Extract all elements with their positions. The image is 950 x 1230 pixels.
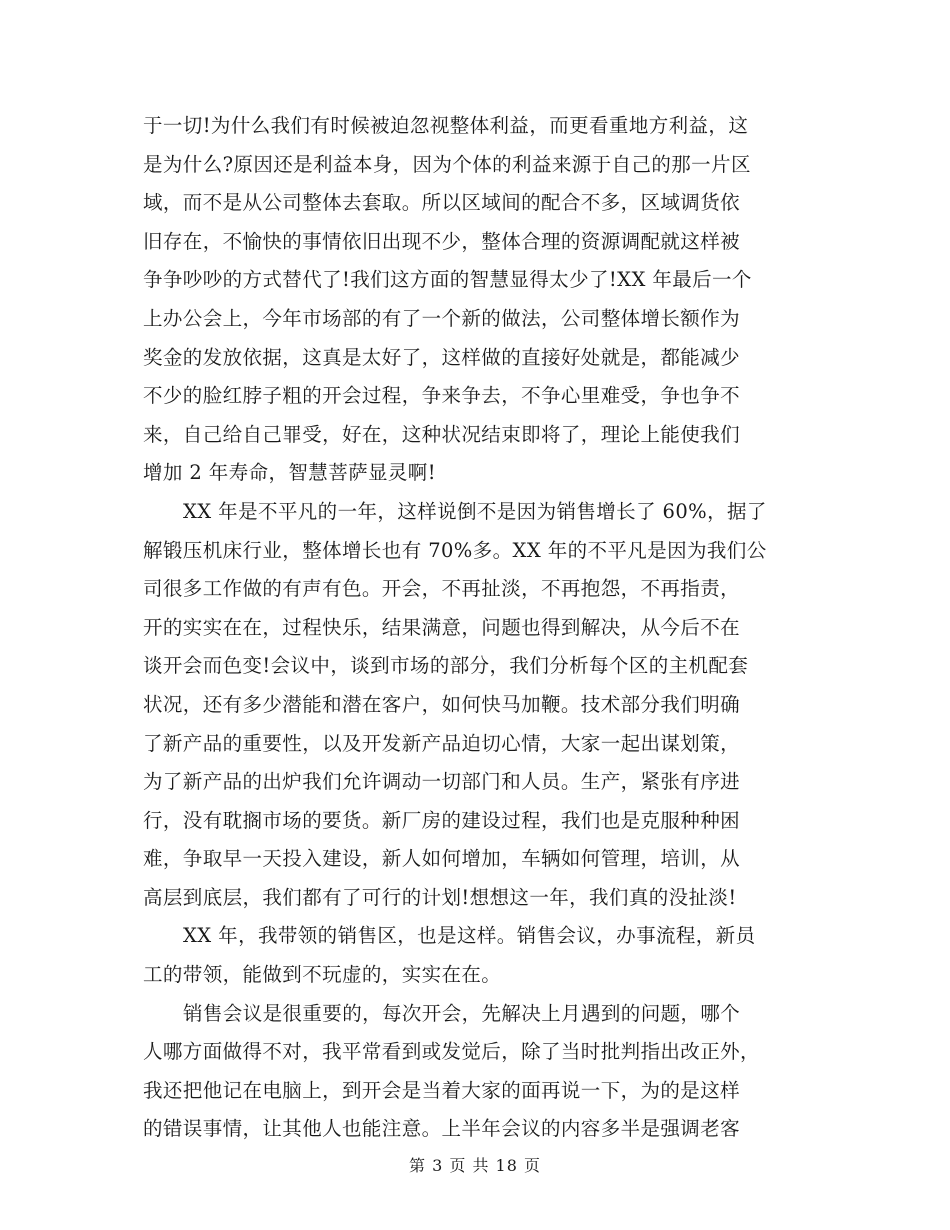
page-number-footer: 第 3 页 共 18 页 <box>409 1156 541 1175</box>
text-line: 增加 2 年寿命，智慧菩萨显灵啊! <box>143 461 436 485</box>
text-line: 难，争取早一天投入建设，新人如何增加，车辆如何管理，培训，从 <box>143 847 741 871</box>
paragraph-start-line: XX 年是不平凡的一年，这样说倒不是因为销售增长了 60%，据了 <box>183 499 767 523</box>
text-line: 的错误事情，让其他人也能注意。上半年会议的内容多半是强调老客 <box>143 1117 741 1141</box>
text-line: 上办公会上，今年市场部的有了一个新的做法，公司整体增长额作为 <box>143 306 741 330</box>
text-line: 于一切!为什么我们有时候被迫忽视整体利益，而更看重地方利益，这 <box>143 114 749 137</box>
text-line: 不少的脸红脖子粗的开会过程，争来争去，不争心里难受，争也争不 <box>143 384 741 408</box>
paragraph-start-line: 销售会议是很重要的，每次开会，先解决上月遇到的问题，哪个 <box>183 1001 741 1025</box>
text-line: 状况，还有多少潜能和潜在客户，如何快马加鞭。技术部分我们明确 <box>143 692 741 716</box>
text-line: 奖金的发放依据，这真是太好了，这样做的直接好处就是，都能减少 <box>143 345 741 369</box>
text-line: 是为什么?原因还是利益本身，因为个体的利益来源于自己的那一片区 <box>143 152 751 176</box>
text-line: 来，自己给自己罪受，好在，这种状况结束即将了，理论上能使我们 <box>143 422 741 446</box>
text-line: 解锻压机床行业，整体增长也有 70%多。XX 年的不平凡是因为我们公 <box>143 538 767 562</box>
text-line: 谈开会而色变!会议中，谈到市场的部分，我们分析每个区的主机配套 <box>143 654 749 678</box>
text-line: 开的实实在在，过程快乐，结果满意，问题也得到解决，从今后不在 <box>143 615 741 639</box>
text-line: 争争吵吵的方式替代了!我们这方面的智慧显得太少了!XX 年最后一个 <box>143 268 752 292</box>
body-text <box>143 107 807 1149</box>
text-line: 工的带领，能做到不玩虚的，实实在在。 <box>143 963 502 987</box>
text-line: 旧存在，不愉快的事情依旧出现不少，整体合理的资源调配就这样被 <box>143 229 741 253</box>
text-line: 司很多工作做的有声有色。开会，不再扯淡，不再抱怨，不再指责， <box>143 577 741 601</box>
text-line: 人哪方面做得不对，我平常看到或发觉后，除了当时批判指出改正外， <box>143 1040 760 1064</box>
text-line: 行，没有耽搁市场的要货。新厂房的建设过程，我们也是克服种种困 <box>143 808 741 832</box>
text-line: 域，而不是从公司整体去套取。所以区域间的配合不多，区域调货依 <box>143 191 741 215</box>
text-line: 我还把他记在电脑上，到开会是当着大家的面再说一下，为的是这样 <box>143 1078 741 1102</box>
paragraph-start-line: XX 年，我带领的销售区，也是这样。销售会议，办事流程，新员 <box>183 924 756 948</box>
text-line: 了新产品的重要性，以及开发新产品迫切心情，大家一起出谋划策， <box>143 731 741 755</box>
text-line: 高层到底层，我们都有了可行的计划!想想这一年，我们真的没扯淡! <box>143 885 737 909</box>
text-line: 为了新产品的出炉我们允许调动一切部门和人员。生产，紧张有序进 <box>143 770 741 794</box>
